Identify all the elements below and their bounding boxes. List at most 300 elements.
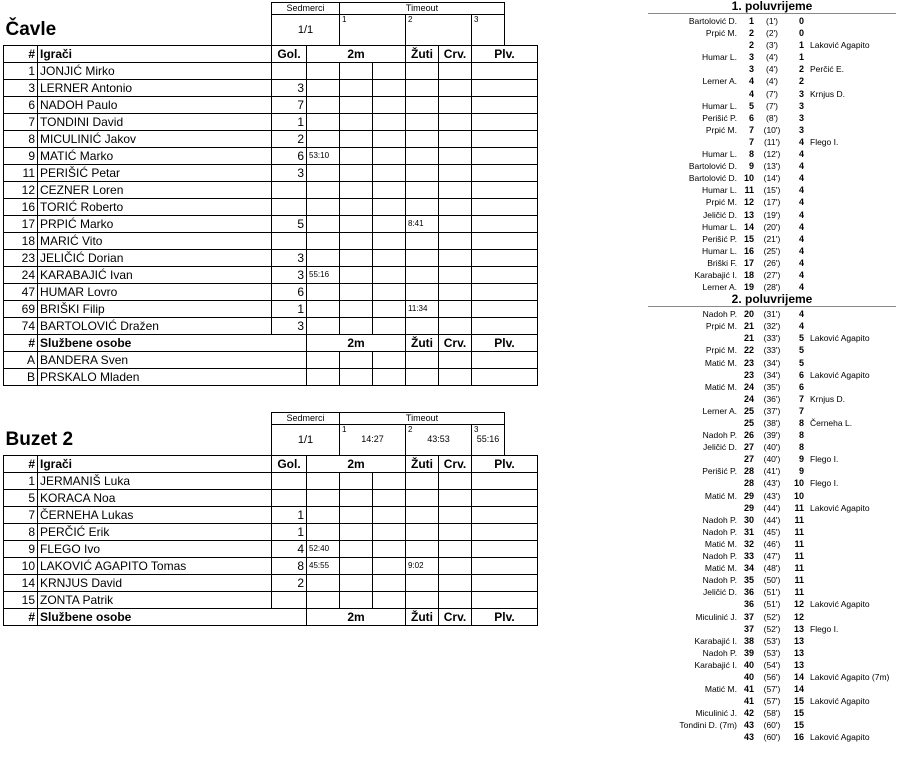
minute: (60') — [763, 720, 781, 731]
player-yellow: 8:41 — [406, 215, 439, 232]
player-number: 16 — [4, 198, 38, 215]
player-2m-2 — [340, 232, 373, 249]
minute: (32') — [763, 321, 781, 332]
home-scorer: Matić M. — [704, 563, 737, 574]
player-2m-3 — [373, 215, 406, 232]
player-row — [4, 506, 570, 523]
home-scorer: Matić M. — [704, 684, 737, 695]
player-yellow — [406, 540, 439, 557]
player-2m-2 — [340, 249, 373, 266]
player-goals: 1 — [272, 506, 307, 523]
col-player: Igrači — [38, 45, 272, 62]
minute: (7') — [765, 100, 778, 111]
minute: (57') — [763, 684, 781, 695]
home-scorer: Bartolović D. — [688, 173, 737, 184]
half-title: 1. poluvrijeme — [648, 0, 896, 14]
log-event — [648, 393, 896, 405]
player-2m-3 — [373, 130, 406, 147]
home-score: 27 — [743, 454, 754, 465]
col-2m: 2m — [307, 45, 406, 62]
player-name: JERMANIŠ Luka — [38, 472, 272, 489]
player-number: 47 — [4, 283, 38, 300]
log-event — [648, 623, 896, 635]
away-score: 6 — [798, 381, 804, 392]
home-scorer: Bartolović D. — [688, 16, 737, 26]
home-score: 7 — [748, 136, 754, 147]
minute: (12') — [763, 149, 781, 160]
player-red — [439, 164, 472, 181]
official-role: A — [4, 351, 38, 368]
player-goals — [272, 489, 307, 506]
player-2m-2 — [340, 472, 373, 489]
log-event — [648, 332, 896, 344]
half-title: 2. poluvrijeme — [648, 293, 896, 307]
minute: (27') — [763, 269, 781, 280]
log-event — [648, 477, 896, 489]
player-goals: 3 — [272, 317, 307, 334]
player-2m-3 — [373, 147, 406, 164]
timeout-3 — [472, 15, 505, 46]
player-blue — [472, 130, 538, 147]
log-event — [648, 707, 896, 719]
away-scorer: Krnjus D. — [810, 88, 845, 99]
player-number: 24 — [4, 266, 38, 283]
minute: (56') — [763, 671, 781, 682]
player-blue — [472, 574, 538, 591]
player-2m-1 — [307, 523, 340, 540]
home-score: 19 — [743, 282, 754, 293]
home-scorer: Miculinić J. — [695, 708, 737, 719]
player-2m-2 — [340, 215, 373, 232]
minute: (52') — [763, 623, 781, 634]
player-goals: 2 — [272, 130, 307, 147]
away-score: 11 — [794, 514, 804, 525]
player-row — [4, 96, 570, 113]
home-score: 21 — [743, 333, 754, 344]
player-goals: 8 — [272, 557, 307, 574]
col-2m: 2m — [307, 455, 406, 472]
player-2m-3 — [373, 249, 406, 266]
player-2m-3 — [373, 523, 406, 540]
player-number: 11 — [4, 164, 38, 181]
player-yellow — [406, 317, 439, 334]
player-2m-2 — [340, 300, 373, 317]
official-row — [4, 368, 570, 385]
player-2m-1: 52:40 — [307, 540, 340, 557]
officials-yellow: Žuti — [406, 608, 439, 625]
player-red — [439, 540, 472, 557]
player-number: 1 — [4, 62, 38, 79]
home-score: 31 — [743, 526, 754, 537]
log-event — [648, 344, 896, 356]
player-row — [4, 472, 570, 489]
officials-blue: Plv. — [472, 334, 538, 351]
home-score: 22 — [743, 345, 754, 356]
col-yellow: Žuti — [406, 45, 439, 62]
log-event — [648, 417, 896, 429]
timeout-1 — [340, 425, 406, 456]
away-score: 5 — [798, 333, 804, 344]
player-name: TONDINI David — [38, 113, 272, 130]
away-score: 11 — [794, 563, 804, 574]
minute: (3') — [765, 40, 778, 51]
minute: (39') — [763, 430, 781, 441]
player-goals: 1 — [272, 113, 307, 130]
away-score: 4 — [798, 309, 804, 320]
log-event — [648, 538, 896, 550]
home-score: 25 — [743, 405, 754, 416]
player-2m-1 — [307, 283, 340, 300]
away-score: 4 — [798, 233, 804, 244]
home-score: 10 — [743, 173, 754, 184]
minute: (46') — [763, 538, 781, 549]
home-score: 11 — [744, 185, 754, 196]
player-2m-1 — [307, 249, 340, 266]
player-goals — [272, 472, 307, 489]
timeout-number: 2 — [408, 15, 413, 24]
minute: (54') — [763, 659, 781, 670]
player-2m-3 — [373, 489, 406, 506]
minute: (41') — [763, 466, 781, 477]
player-yellow — [406, 147, 439, 164]
away-score: 14 — [793, 684, 804, 695]
player-number: 7 — [4, 113, 38, 130]
player-goals: 7 — [272, 96, 307, 113]
player-name: FLEGO Ivo — [38, 540, 272, 557]
away-score: 8 — [798, 442, 804, 453]
player-red — [439, 574, 472, 591]
log-event — [648, 441, 896, 453]
away-scorer: Flego I. — [810, 478, 839, 489]
away-score: 1 — [798, 40, 804, 51]
player-row — [4, 198, 570, 215]
away-score: 15 — [793, 720, 804, 731]
log-event — [648, 63, 896, 75]
player-goals — [272, 232, 307, 249]
home-scorer: Humar L. — [702, 100, 737, 111]
player-name: LERNER Antonio — [38, 79, 272, 96]
player-2m-2 — [340, 540, 373, 557]
player-2m-3 — [373, 472, 406, 489]
timeout-2 — [406, 15, 472, 46]
away-score: 11 — [794, 587, 804, 598]
player-goals — [272, 181, 307, 198]
log-event — [648, 184, 896, 196]
player-row — [4, 591, 570, 608]
home-scorer: Matić M. — [704, 381, 737, 392]
away-scorer: Krnjus D. — [810, 393, 845, 404]
player-red — [439, 62, 472, 79]
log-event — [648, 611, 896, 623]
player-2m-3 — [373, 317, 406, 334]
home-score: 38 — [743, 635, 754, 646]
player-2m-1: 55:16 — [307, 266, 340, 283]
officials-red: Crv. — [439, 334, 472, 351]
log-event — [648, 405, 896, 417]
player-red — [439, 249, 472, 266]
team-table — [3, 2, 570, 386]
minute: (19') — [763, 209, 781, 220]
player-number: 9 — [4, 540, 38, 557]
player-goals: 6 — [272, 283, 307, 300]
home-score: 36 — [743, 587, 754, 598]
player-blue — [472, 489, 538, 506]
home-scorer: Briški F. — [707, 257, 737, 268]
home-score: 43 — [743, 720, 754, 731]
home-score: 13 — [743, 209, 754, 220]
player-2m-1 — [307, 79, 340, 96]
away-score: 13 — [793, 659, 804, 670]
home-score: 41 — [743, 696, 754, 707]
col-player: Igrači — [38, 455, 272, 472]
home-scorer: Perišić P. — [702, 112, 737, 123]
player-row — [4, 130, 570, 147]
home-score: 41 — [743, 684, 754, 695]
log-event — [648, 172, 896, 184]
player-2m-2 — [340, 591, 373, 608]
away-score: 4 — [798, 197, 804, 208]
player-blue — [472, 232, 538, 249]
player-blue — [472, 147, 538, 164]
away-score: 4 — [798, 185, 804, 196]
minute: (52') — [763, 611, 781, 622]
player-2m-1 — [307, 181, 340, 198]
away-score: 4 — [798, 136, 804, 147]
log-event — [648, 245, 896, 257]
officials-num: # — [4, 334, 38, 351]
minute: (2') — [765, 28, 778, 39]
timeout-number: 3 — [474, 425, 479, 434]
timeout-3 — [472, 425, 505, 456]
player-number: 69 — [4, 300, 38, 317]
log-event — [648, 683, 896, 695]
player-row — [4, 540, 570, 557]
official-name: BANDERA Sven — [38, 351, 307, 368]
player-2m-3 — [373, 62, 406, 79]
away-score: 3 — [798, 88, 804, 99]
minute: (38') — [763, 418, 781, 428]
player-number: 5 — [4, 489, 38, 506]
player-blue — [472, 300, 538, 317]
official-role: B — [4, 368, 38, 385]
team-name: Buzet 2 — [4, 425, 272, 456]
log-event — [648, 221, 896, 233]
player-2m-2 — [340, 181, 373, 198]
player-yellow — [406, 283, 439, 300]
away-score: 8 — [798, 418, 804, 428]
away-score: 4 — [798, 221, 804, 232]
player-blue — [472, 79, 538, 96]
log-event — [648, 124, 896, 136]
home-score: 6 — [748, 112, 754, 123]
player-row — [4, 181, 570, 198]
away-score: 2 — [798, 76, 804, 87]
log-event — [648, 562, 896, 574]
away-scorer: Flego I. — [810, 454, 839, 465]
player-red — [439, 181, 472, 198]
home-scorer: Nadoh P. — [702, 575, 737, 586]
player-2m-2 — [340, 506, 373, 523]
away-score: 4 — [798, 173, 804, 184]
home-score: 21 — [743, 321, 754, 332]
player-blue — [472, 317, 538, 334]
player-blue — [472, 523, 538, 540]
player-red — [439, 523, 472, 540]
player-yellow — [406, 198, 439, 215]
away-score: 4 — [798, 282, 804, 293]
away-score: 13 — [793, 635, 804, 646]
away-score: 12 — [793, 611, 804, 622]
player-goals: 4 — [272, 540, 307, 557]
home-scorer: Nadoh P. — [702, 526, 737, 537]
player-yellow — [406, 266, 439, 283]
minute: (40') — [763, 454, 781, 465]
player-blue — [472, 113, 538, 130]
log-event — [648, 269, 896, 281]
col-num: # — [4, 455, 38, 472]
player-goals: 5 — [272, 215, 307, 232]
player-number: 1 — [4, 472, 38, 489]
log-event — [648, 731, 896, 743]
home-scorer: Tondini D. (7m) — [679, 720, 737, 731]
minute: (10') — [763, 124, 781, 135]
player-goals: 3 — [272, 266, 307, 283]
player-goals: 2 — [272, 574, 307, 591]
player-row — [4, 164, 570, 181]
minute: (58') — [763, 708, 781, 719]
official-name: PRSKALO Mladen — [38, 368, 307, 385]
home-score: 43 — [743, 732, 754, 743]
player-number: 3 — [4, 79, 38, 96]
timeout-time: 55:16 — [476, 434, 500, 444]
player-2m-1 — [307, 472, 340, 489]
player-yellow — [406, 62, 439, 79]
log-event — [648, 27, 896, 39]
player-red — [439, 591, 472, 608]
away-score: 0 — [798, 16, 804, 26]
player-yellow — [406, 96, 439, 113]
player-yellow — [406, 506, 439, 523]
player-2m-3 — [373, 283, 406, 300]
home-score: 37 — [743, 611, 754, 622]
away-score: 11 — [794, 575, 804, 586]
player-2m-1 — [307, 489, 340, 506]
log-event — [648, 233, 896, 245]
home-score: 25 — [743, 418, 754, 428]
timeout-number: 3 — [474, 15, 479, 24]
player-2m-1: 53:10 — [307, 147, 340, 164]
player-row — [4, 113, 570, 130]
player-name: KORACA Noa — [38, 489, 272, 506]
away-score: 0 — [798, 28, 804, 39]
player-number: 6 — [4, 96, 38, 113]
home-score: 30 — [743, 514, 754, 525]
minute: (43') — [763, 490, 781, 501]
minute: (51') — [763, 587, 781, 598]
officials-blue: Plv. — [472, 608, 538, 625]
player-name: HUMAR Lovro — [38, 283, 272, 300]
player-row — [4, 283, 570, 300]
home-score: 12 — [743, 197, 754, 208]
away-score: 7 — [798, 405, 804, 416]
player-yellow — [406, 574, 439, 591]
home-score: 14 — [743, 221, 754, 232]
log-event — [648, 257, 896, 269]
away-score: 3 — [798, 112, 804, 123]
player-name: MATIĆ Marko — [38, 147, 272, 164]
player-name: CEZNER Loren — [38, 181, 272, 198]
col-yellow: Žuti — [406, 455, 439, 472]
player-2m-2 — [340, 147, 373, 164]
player-2m-3 — [373, 232, 406, 249]
away-scorer: Laković Agapito — [810, 696, 870, 707]
player-2m-3 — [373, 266, 406, 283]
player-name: LAKOVIĆ AGAPITO Tomas — [38, 557, 272, 574]
home-scorer: Matić M. — [704, 357, 737, 368]
player-2m-2 — [340, 557, 373, 574]
player-number: 8 — [4, 523, 38, 540]
player-red — [439, 79, 472, 96]
log-event — [648, 209, 896, 221]
home-score: 34 — [743, 563, 754, 574]
player-row — [4, 147, 570, 164]
player-2m-1 — [307, 574, 340, 591]
player-blue — [472, 472, 538, 489]
officials-red: Crv. — [439, 608, 472, 625]
minute: (44') — [763, 514, 781, 525]
col-goals: Gol. — [272, 455, 307, 472]
home-score: 28 — [743, 466, 754, 477]
player-name: BRIŠKI Filip — [38, 300, 272, 317]
player-blue — [472, 164, 538, 181]
home-scorer: Jeličić D. — [702, 587, 737, 598]
home-scorer: Humar L. — [702, 52, 737, 63]
player-red — [439, 266, 472, 283]
minute: (37') — [763, 405, 781, 416]
minute: (36') — [763, 393, 781, 404]
home-scorer: Karabajić I. — [694, 635, 737, 646]
home-score: 40 — [743, 671, 754, 682]
player-yellow — [406, 113, 439, 130]
log-event — [648, 136, 896, 148]
minute: (4') — [765, 52, 778, 63]
player-row — [4, 215, 570, 232]
minute: (33') — [763, 333, 781, 344]
player-red — [439, 96, 472, 113]
col-blue: Plv. — [472, 45, 538, 62]
player-blue — [472, 540, 538, 557]
timeout-label: Timeout — [340, 3, 505, 15]
player-2m-3 — [373, 557, 406, 574]
player-blue — [472, 266, 538, 283]
player-2m-1 — [307, 317, 340, 334]
log-event — [648, 719, 896, 731]
home-scorer: Lerner A. — [702, 282, 737, 293]
player-2m-3 — [373, 198, 406, 215]
home-score: 36 — [743, 599, 754, 610]
home-scorer: Humar L. — [702, 185, 737, 196]
timeout-1 — [340, 15, 406, 46]
player-2m-2 — [340, 79, 373, 96]
minute: (45') — [763, 526, 781, 537]
officials-label: Službene osobe — [38, 608, 307, 625]
home-score: 3 — [748, 52, 754, 63]
minute: (44') — [763, 502, 781, 513]
player-2m-1 — [307, 164, 340, 181]
home-score: 9 — [748, 161, 754, 172]
minute: (60') — [763, 732, 781, 743]
player-2m-1 — [307, 198, 340, 215]
